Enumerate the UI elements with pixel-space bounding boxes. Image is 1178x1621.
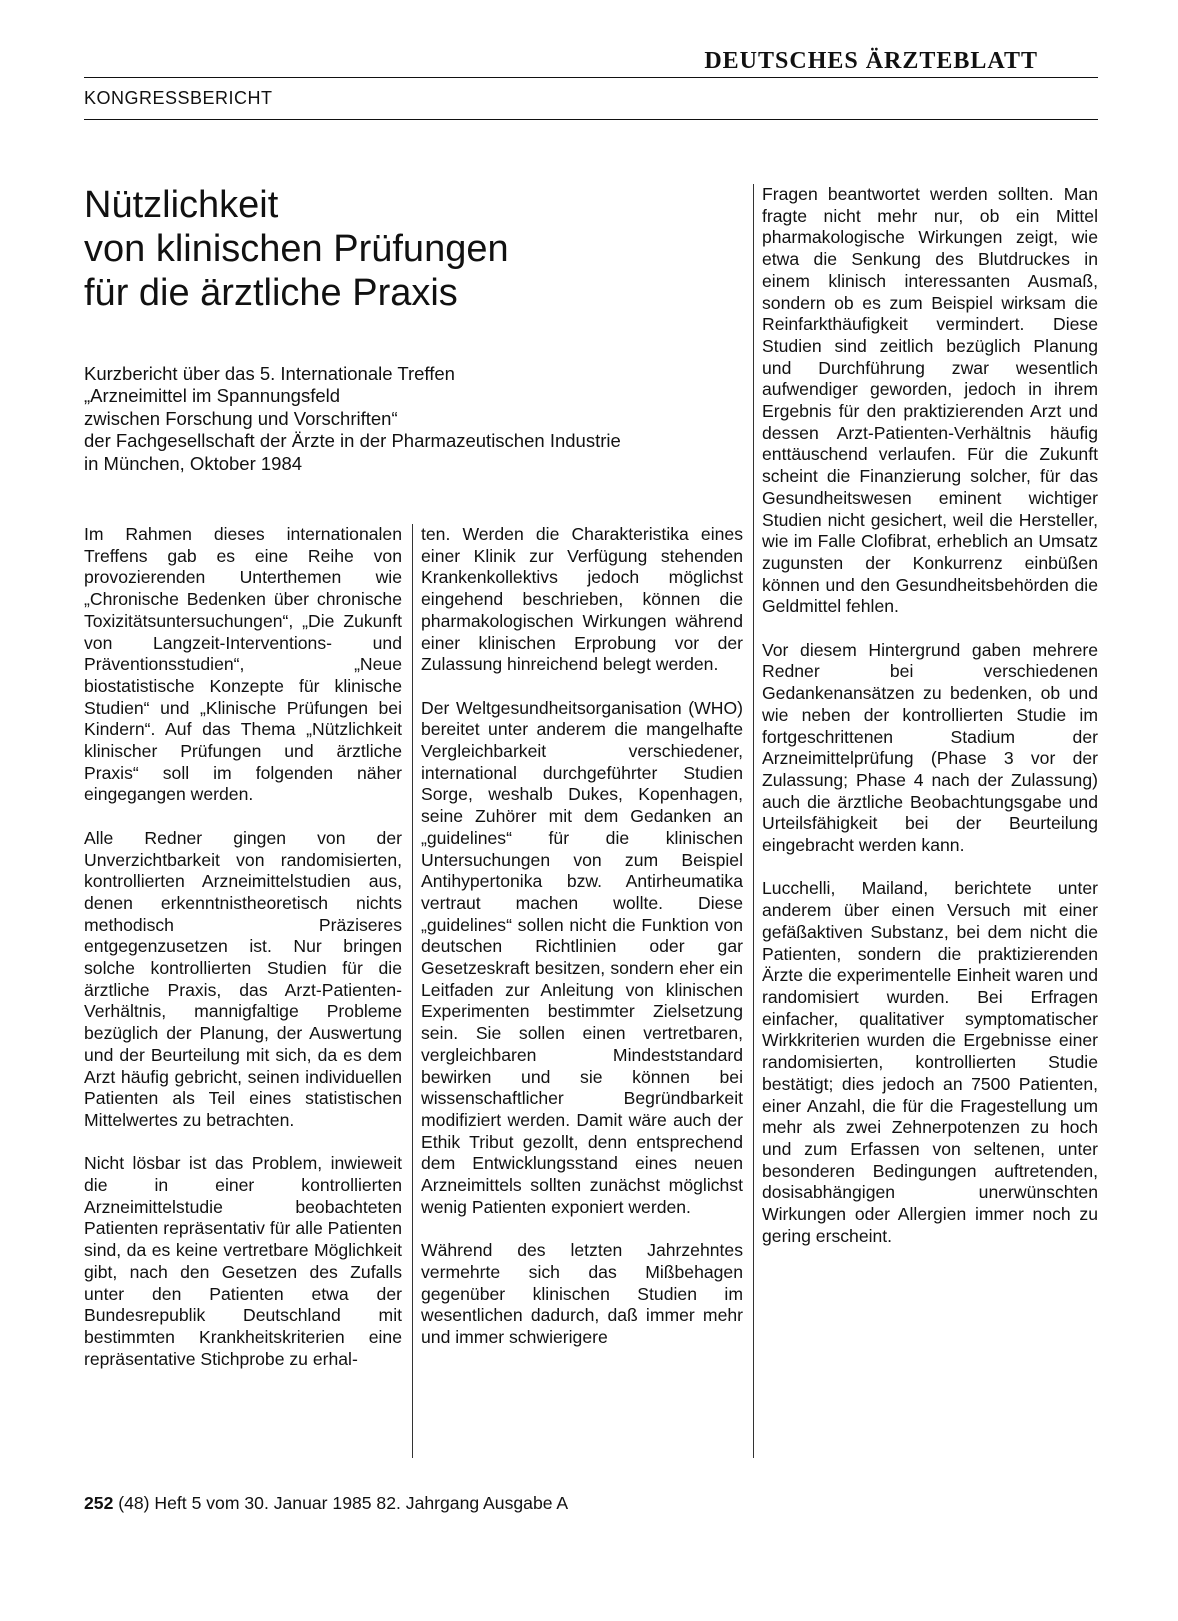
- section-rule: [84, 119, 1098, 120]
- page-number: 252: [84, 1493, 114, 1513]
- paragraph: ten. Werden die Charakteristika eines einer Klinik zur Verfügung stehenden Krankenkollektivs jedoch möglichst eingehend beschrieben, können die pharmakologischen Wirkungen während einer klinischen Erprobung vor der Zulassung hinreichend belegt werden.: [421, 524, 743, 675]
- headline-line: Nützlichkeit: [84, 184, 279, 226]
- subhead-line: der Fachgesellschaft der Ärzte in der Pharmazeutischen Industrie: [84, 430, 621, 452]
- paragraph: Im Rahmen dieses internationalen Treffens gab es eine Reihe von provozierenden Unterthemen wie „Chronische Bedenken über chronische Toxizitätsuntersuchungen“, „Die Zukunft von Langzeit-Interventions- und Präventionsstudien“, „Neue biostatistische Konzepte für klinische Studien“ und „Klinische Prüfungen bei Kindern“. Auf das Thema „Nützlichkeit klinischer Prüfungen und ärztliche Praxis“ soll im folgenden näher eingegangen werden.: [84, 524, 402, 805]
- paragraph: Fragen beantwortet werden sollten. Man fragte nicht mehr nur, ob ein Mittel pharmakologische Wirkungen zeigt, wie etwa die Senkung des Blutdruckes in einem klinisch interessanten Ausmaß, sondern ob es zum Beispiel wirksam die Reinfarkthäufigkeit vermindert. Diese Studien sind zeitlich bezüglich Planung und Durchführung zwar wesentlich aufwendiger geworden, jedoch in ihrem Ergebnis für den praktizierenden Arzt und dessen Arzt-Patienten-Verhältnis häufig enttäuschend verlaufen. Für die Zukunft scheint die Finanzierung solcher, für das Gesundheitswesen eminent wichtiger Studien nicht gesichert, weil die Hersteller, wie im Falle Clofibrat, erheblich an Umsatz zugunsten der Konkurrenz einbüßen können und den Gesundheitsbehörden die Geldmittel fehlen.: [762, 184, 1098, 617]
- issue-info: (48) Heft 5 vom 30. Januar 1985 82. Jahrgang Ausgabe A: [118, 1493, 569, 1513]
- body-column-3: [762, 184, 1098, 1247]
- headline-line: von klinischen Prüfungen: [84, 228, 509, 270]
- subhead-line: in München, Oktober 1984: [84, 452, 303, 474]
- masthead: [84, 48, 1098, 78]
- subhead-line: Kurzbericht über das 5. Internationale Treffen: [84, 363, 455, 384]
- journal-title: DEUTSCHES ÄRZTEBLATT: [704, 48, 1038, 74]
- paragraph: Nicht lösbar ist das Problem, inwieweit die in einer kontrollierten Arzneimittelstudie beobachteten Patienten repräsentativ für alle Patienten sind, da es keine vertretbare Möglichkeit gibt, nach den Gesetzen des Zufalls unter den Patienten etwa der Bundesrepublik Deutschland mit bestimmten Krankheitskriterien eine repräsentative Stichprobe zu erhal-: [84, 1153, 402, 1369]
- paragraph: Alle Redner gingen von der Unverzichtbarkeit von randomisierten, kontrollierten Arzneimittelstudien aus, denen erkenntnistheoretisch nichts methodisch Präziseres entgegenzusetzen ist. Nur bringen solche kontrollierten Studien für die ärztliche Praxis, das Arzt-Patienten-Verhältnis, mannigfaltige Probleme bezüglich der Planung, der Auswertung und der Beurteilung mit sich, da es dem Arzt häufig gebricht, seinen individuellen Patienten als Teil eines statistischen Mittelwertes zu betrachten.: [84, 827, 402, 1130]
- subhead-line: „Arzneimittel im Spannungsfeld: [84, 385, 341, 407]
- article-headline: [84, 183, 724, 315]
- paragraph: Während des letzten Jahrzehntes vermehrte sich das Mißbehagen gegenüber klinischen Studien im wesentlichen dadurch, daß immer mehr und immer schwierigere: [421, 1240, 743, 1347]
- subhead-line: zwischen Forschung und Vorschriften“: [84, 407, 398, 429]
- headline-line: für die ärztliche Praxis: [84, 272, 458, 314]
- paragraph: Vor diesem Hintergrund gaben mehrere Redner bei verschiedenen Gedankenansätzen zu bedenken, ob und wie neben der kontrollierten Studie im fortgeschrittenen Stadium der Arzneimittelprüfung (Phase 3 vor der Zulassung; Phase 4 nach der Zulassung) auch die ärztliche Beobachtungsgabe und Urteilsfähigkeit bei der Beurteilung eingebracht werden kann.: [762, 639, 1098, 856]
- page-footer: [84, 1493, 568, 1514]
- paragraph: Der Weltgesundheitsorganisation (WHO) bereitet unter anderem die mangelhafte Vergleichbarkeit verschiedener, international durchgeführter Studien Sorge, weshalb Dukes, Kopenhagen, seine Zuhörer mit dem Gedanken an „guidelines“ für die klinischen Untersuchungen von zum Beispiel Antihypertonika bzw. Antirheumatika vertraut machen wollte. Diese „guidelines“ sollen nicht die Funktion von deutschen Richtlinien oder gar Gesetzeskraft besitzen, sondern eher ein Leitfaden zur Anleitung von klinischen Experimenten bestimmter Zielsetzung sein. Sie sollen einen vertretbaren, vergleichbaren Mindeststandard bewirken und sie können bei wissenschaftlicher Begründbarkeit modifiziert werden. Damit wäre auch der Ethik Tribut gezollt, denn entsprechend dem Entwicklungsstand eines neuen Arzneimittels sollten zunächst möglichst wenig Patienten exponiert werden.: [421, 697, 743, 1217]
- paragraph: Lucchelli, Mailand, berichtete unter anderem über einen Versuch mit einer gefäßaktiven Substanz, bei dem nicht die Patienten, sondern die praktizierenden Ärzte die experimentelle Einheit waren und randomisiert wurden. Bei Erfragen einfacher, qualitativer symptomatischer Wirkkriterien wurden die Ergebnisse einer randomisierten, kontrollierten Studie bestätigt; dies jedoch an 7500 Patienten, einer Anzahl, die für die Fragestellung um mehr als zwei Zehnerpotenzen zu hoch und zum Erfassen von seltenen, unter besonderen Bedingungen auftretenden, dosisabhängigen unerwünschten Wirkungen oder Allergien immer noch zu gering erscheint.: [762, 878, 1098, 1246]
- section-label: KONGRESSBERICHT: [84, 88, 273, 108]
- body-column-1: [84, 524, 402, 1370]
- body-column-2: [421, 524, 743, 1349]
- article-subheading: [84, 363, 764, 475]
- column-divider: [753, 184, 754, 1458]
- column-divider: [412, 524, 413, 1458]
